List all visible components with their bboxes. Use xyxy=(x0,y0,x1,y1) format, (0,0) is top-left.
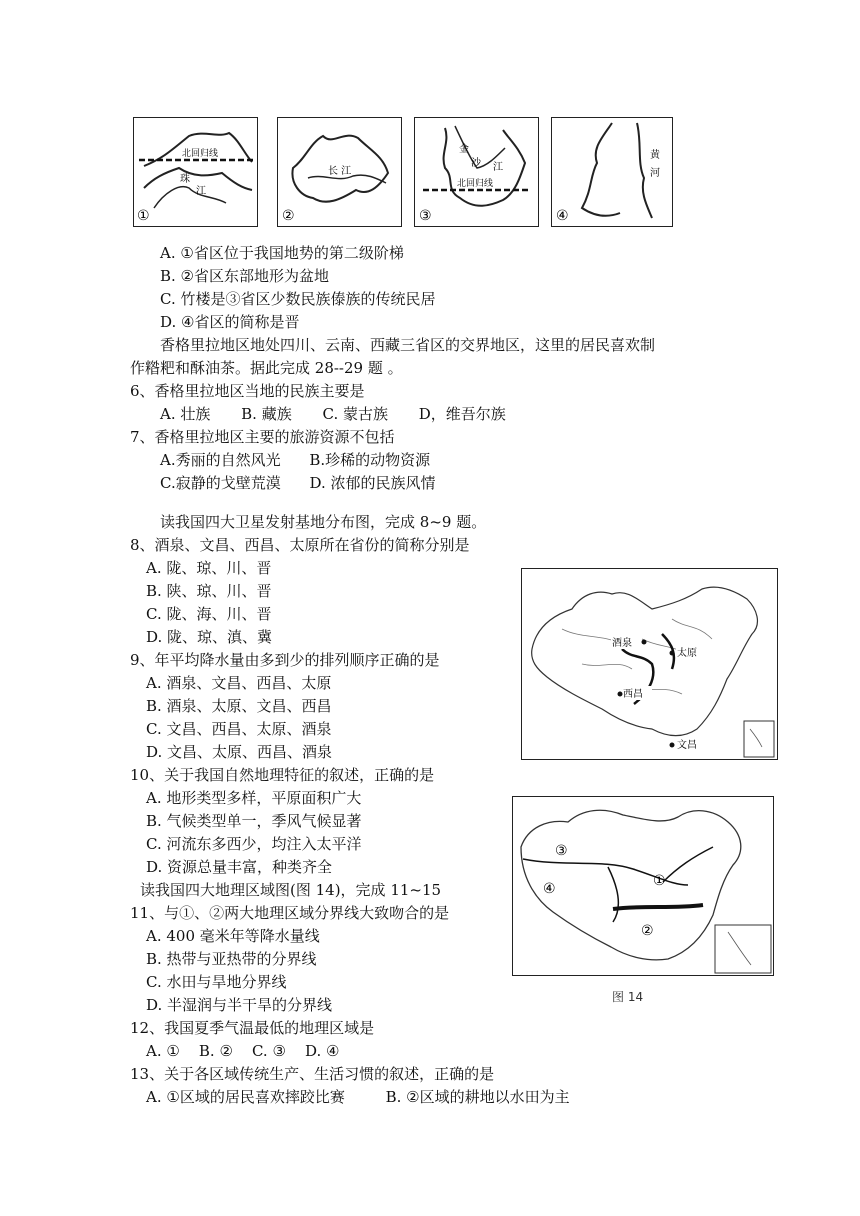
map-number: ④ xyxy=(556,208,569,224)
river-label: 金 xyxy=(459,144,469,155)
q8-stem: 8、酒泉、文昌、西昌、太原所在省份的简称分别是 xyxy=(130,536,470,554)
province-map-3 xyxy=(414,117,539,227)
region-2-label: ② xyxy=(641,923,654,939)
q11-option-c: C. 水田与旱地分界线 xyxy=(146,973,287,991)
satellite-base-map xyxy=(521,568,778,760)
map-number: ③ xyxy=(419,208,432,224)
q11-option-a: A. 400 毫米年等降水量线 xyxy=(146,927,320,945)
river-label: 长 江 xyxy=(328,166,352,177)
q6-option-c: C. 蒙古族 xyxy=(322,405,388,423)
q10-option-b: B. 气候类型单一，季风气候显著 xyxy=(146,812,362,830)
q13-stem: 13、关于各区域传统生产、生活习惯的叙述，正确的是 xyxy=(130,1065,495,1083)
wenchang-label: 文昌 xyxy=(677,740,697,751)
q7-stem: 7、香格里拉地区主要的旅游资源不包括 xyxy=(130,428,395,446)
q9-option-c: C. 文昌、西昌、太原、酒泉 xyxy=(146,720,332,738)
q7-options-row1 xyxy=(160,450,430,470)
tropic-label: 北回归线 xyxy=(182,149,219,159)
taiyuan-label: 太原 xyxy=(677,648,697,659)
q10-option-d: D. 资源总量丰富，种类齐全 xyxy=(146,858,333,876)
regions-map xyxy=(512,796,774,976)
q12-options: A. ① B. ② C. ③ D. ④ xyxy=(146,1042,340,1060)
river-label: 黄 xyxy=(650,150,660,161)
q6-option-b: B. 藏族 xyxy=(241,405,292,423)
region-4-label: ④ xyxy=(543,881,556,897)
q9-stem: 9、年平均降水量由多到少的排列顺序正确的是 xyxy=(130,651,440,669)
intro-shangri-la-cont: 作糌粑和酥油茶。据此完成 28--29 题 。 xyxy=(130,359,403,377)
q6-options xyxy=(160,404,506,424)
q5-option-d: D. ④省区的简称是晋 xyxy=(160,313,300,331)
q8-option-d: D. 陇、琼、滇、冀 xyxy=(146,628,273,646)
intro-regions: 读我国四大地理区域图(图 14)，完成 11~15 xyxy=(140,881,442,899)
q10-option-c: C. 河流东多西少，均注入太平洋 xyxy=(146,835,362,853)
river-label: 江 xyxy=(493,162,503,173)
q9-option-d: D. 文昌、太原、西昌、酒泉 xyxy=(146,743,333,761)
tropic-label: 北回归线 xyxy=(457,179,494,189)
province-map-1 xyxy=(133,117,258,227)
map-number: ① xyxy=(137,208,150,224)
q13-option-b: B. ②区域的耕地以水田为主 xyxy=(385,1088,570,1106)
q7-option-d: D. 浓郁的民族风情 xyxy=(309,474,436,492)
province-map-2 xyxy=(277,117,402,227)
q6-stem: 6、香格里拉地区当地的民族主要是 xyxy=(130,382,365,400)
q11-option-b: B. 热带与亚热带的分界线 xyxy=(146,950,317,968)
q5-option-a: A. ①省区位于我国地势的第二级阶梯 xyxy=(160,244,404,262)
jiuquan-label: 酒泉 xyxy=(612,638,632,649)
map-number: ② xyxy=(282,208,295,224)
river-label: 江 xyxy=(196,186,206,197)
region-3-label: ③ xyxy=(555,843,568,859)
q11-option-d: D. 半湿润与半干旱的分界线 xyxy=(146,996,333,1014)
q7-option-a: A.秀丽的自然风光 xyxy=(160,451,281,469)
province-map-4 xyxy=(551,117,673,227)
river-label: 珠 xyxy=(180,174,190,185)
river-label: 沙 xyxy=(471,158,481,169)
q9-option-a: A. 酒泉、文昌、西昌、太原 xyxy=(146,674,332,692)
q6-option-a: A. 壮族 xyxy=(160,405,211,423)
q10-option-a: A. 地形类型多样，平原面积广大 xyxy=(146,789,362,807)
q11-stem: 11、与①、②两大地理区域分界线大致吻合的是 xyxy=(130,904,450,922)
q12-stem: 12、我国夏季气温最低的地理区域是 xyxy=(130,1019,375,1037)
river-label: 河 xyxy=(650,168,660,179)
figure-caption: 图 14 xyxy=(612,990,644,1004)
q7-option-c: C.寂静的戈壁荒漠 xyxy=(160,474,281,492)
q13-options-row1 xyxy=(146,1087,570,1107)
q5-option-b: B. ②省区东部地形为盆地 xyxy=(160,267,330,285)
intro-shangri-la: 香格里拉地区地处四川、云南、西藏三省区的交界地区，这里的居民喜欢制 xyxy=(160,336,656,354)
intro-satellite: 读我国四大卫星发射基地分布图，完成 8~9 题。 xyxy=(160,513,487,531)
q5-option-c: C. 竹楼是③省区少数民族傣族的传统民居 xyxy=(160,290,436,308)
q9-option-b: B. 酒泉、太原、文昌、西昌 xyxy=(146,697,332,715)
q7-options-row2 xyxy=(160,473,436,493)
region-1-label: ① xyxy=(653,873,666,889)
q13-option-a: A. ①区域的居民喜欢摔跤比赛 xyxy=(146,1088,345,1106)
q8-option-c: C. 陇、海、川、晋 xyxy=(146,605,272,623)
q10-stem: 10、关于我国自然地理特征的叙述，正确的是 xyxy=(130,766,435,784)
q8-option-b: B. 陕、琼、川、晋 xyxy=(146,582,272,600)
q7-option-b: B.珍稀的动物资源 xyxy=(309,451,431,469)
q6-option-d: D，维吾尔族 xyxy=(418,405,506,423)
q8-option-a: A. 陇、琼、川、晋 xyxy=(146,559,272,577)
xichang-label: 西昌 xyxy=(623,689,643,700)
